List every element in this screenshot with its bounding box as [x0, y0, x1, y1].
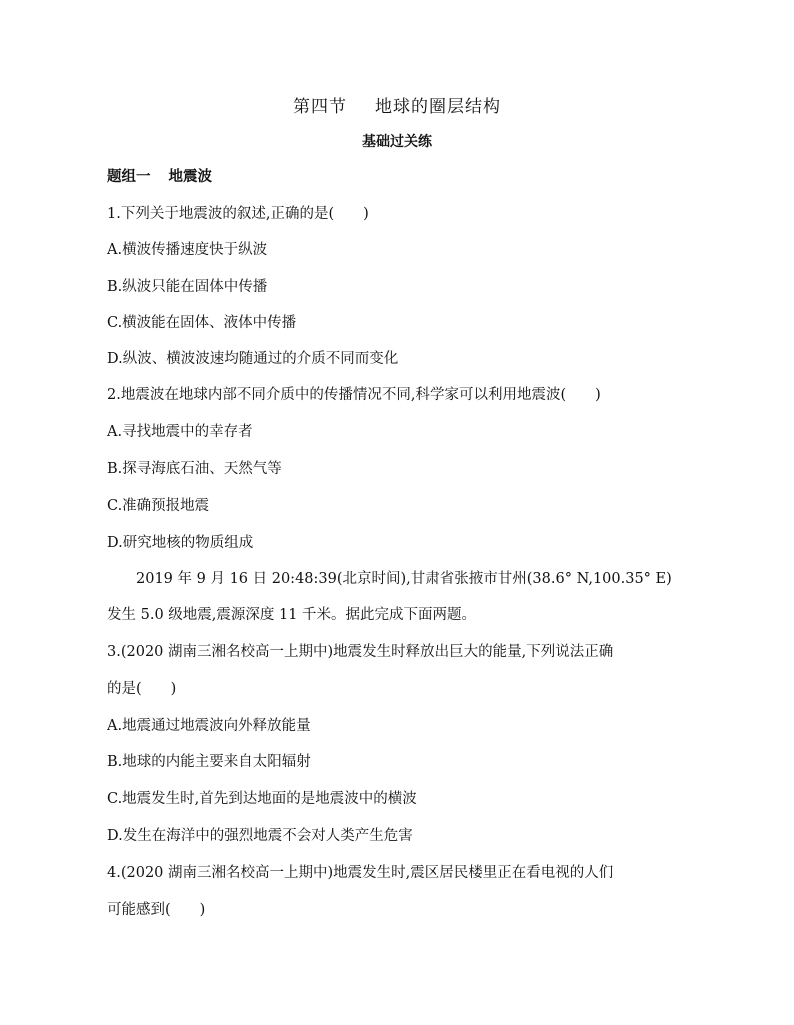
material-line-1: 2019 年 9 月 16 日 20:48:39(北京时间),甘肃省张掖市甘州(38.6° N,100.35° E)	[136, 571, 672, 587]
group-name: 地震波	[168, 168, 212, 185]
question-4-stem-line-2: 可能感到( )	[107, 902, 206, 918]
question-3-option-a: A.地震通过地震波向外释放能量	[107, 718, 311, 734]
page-subtitle: 基础过关练	[362, 134, 432, 150]
material-line-2: 发生 5.0 级地震,震源深度 11 千米。据此完成下面两题。	[107, 607, 477, 623]
question-1-option-a: A.横波传播速度快于纵波	[107, 242, 268, 258]
page-title	[0, 92, 794, 117]
question-3-stem-line-1: 3.(2020 湖南三湘名校高一上期中)地震发生时释放出巨大的能量,下列说法正确	[107, 644, 614, 660]
question-3-option-b: B.地球的内能主要来自太阳辐射	[107, 754, 311, 770]
question-3-option-c: C.地震发生时,首先到达地面的是地震波中的横波	[107, 791, 417, 807]
question-2-option-c: C.准确预报地震	[107, 498, 210, 514]
question-2-option-d: D.研究地核的物质组成	[107, 535, 254, 551]
question-1-option-c: C.横波能在固体、液体中传播	[107, 315, 297, 331]
question-2-option-a: A.寻找地震中的幸存者	[107, 424, 253, 440]
question-2-stem: 2.地震波在地球内部不同介质中的传播情况不同,科学家可以利用地震波( )	[107, 387, 601, 403]
question-group-heading	[107, 167, 707, 187]
question-3-stem-line-2: 的是( )	[107, 681, 177, 697]
question-3-option-d: D.发生在海洋中的强烈地震不会对人类产生危害	[107, 828, 413, 844]
group-label: 题组一	[107, 168, 151, 185]
section-topic: 地球的圈层结构	[375, 97, 501, 117]
question-1-stem: 1.下列关于地震波的叙述,正确的是( )	[107, 206, 369, 222]
question-1-option-b: B.纵波只能在固体中传播	[107, 279, 268, 295]
section-number: 第四节	[293, 97, 347, 117]
question-4-stem-line-1: 4.(2020 湖南三湘名校高一上期中)地震发生时,震区居民楼里正在看电视的人们	[107, 865, 614, 881]
question-1-option-d: D.纵波、横波波速均随通过的介质不同而变化	[107, 351, 399, 367]
question-2-option-b: B.探寻海底石油、天然气等	[107, 461, 282, 477]
